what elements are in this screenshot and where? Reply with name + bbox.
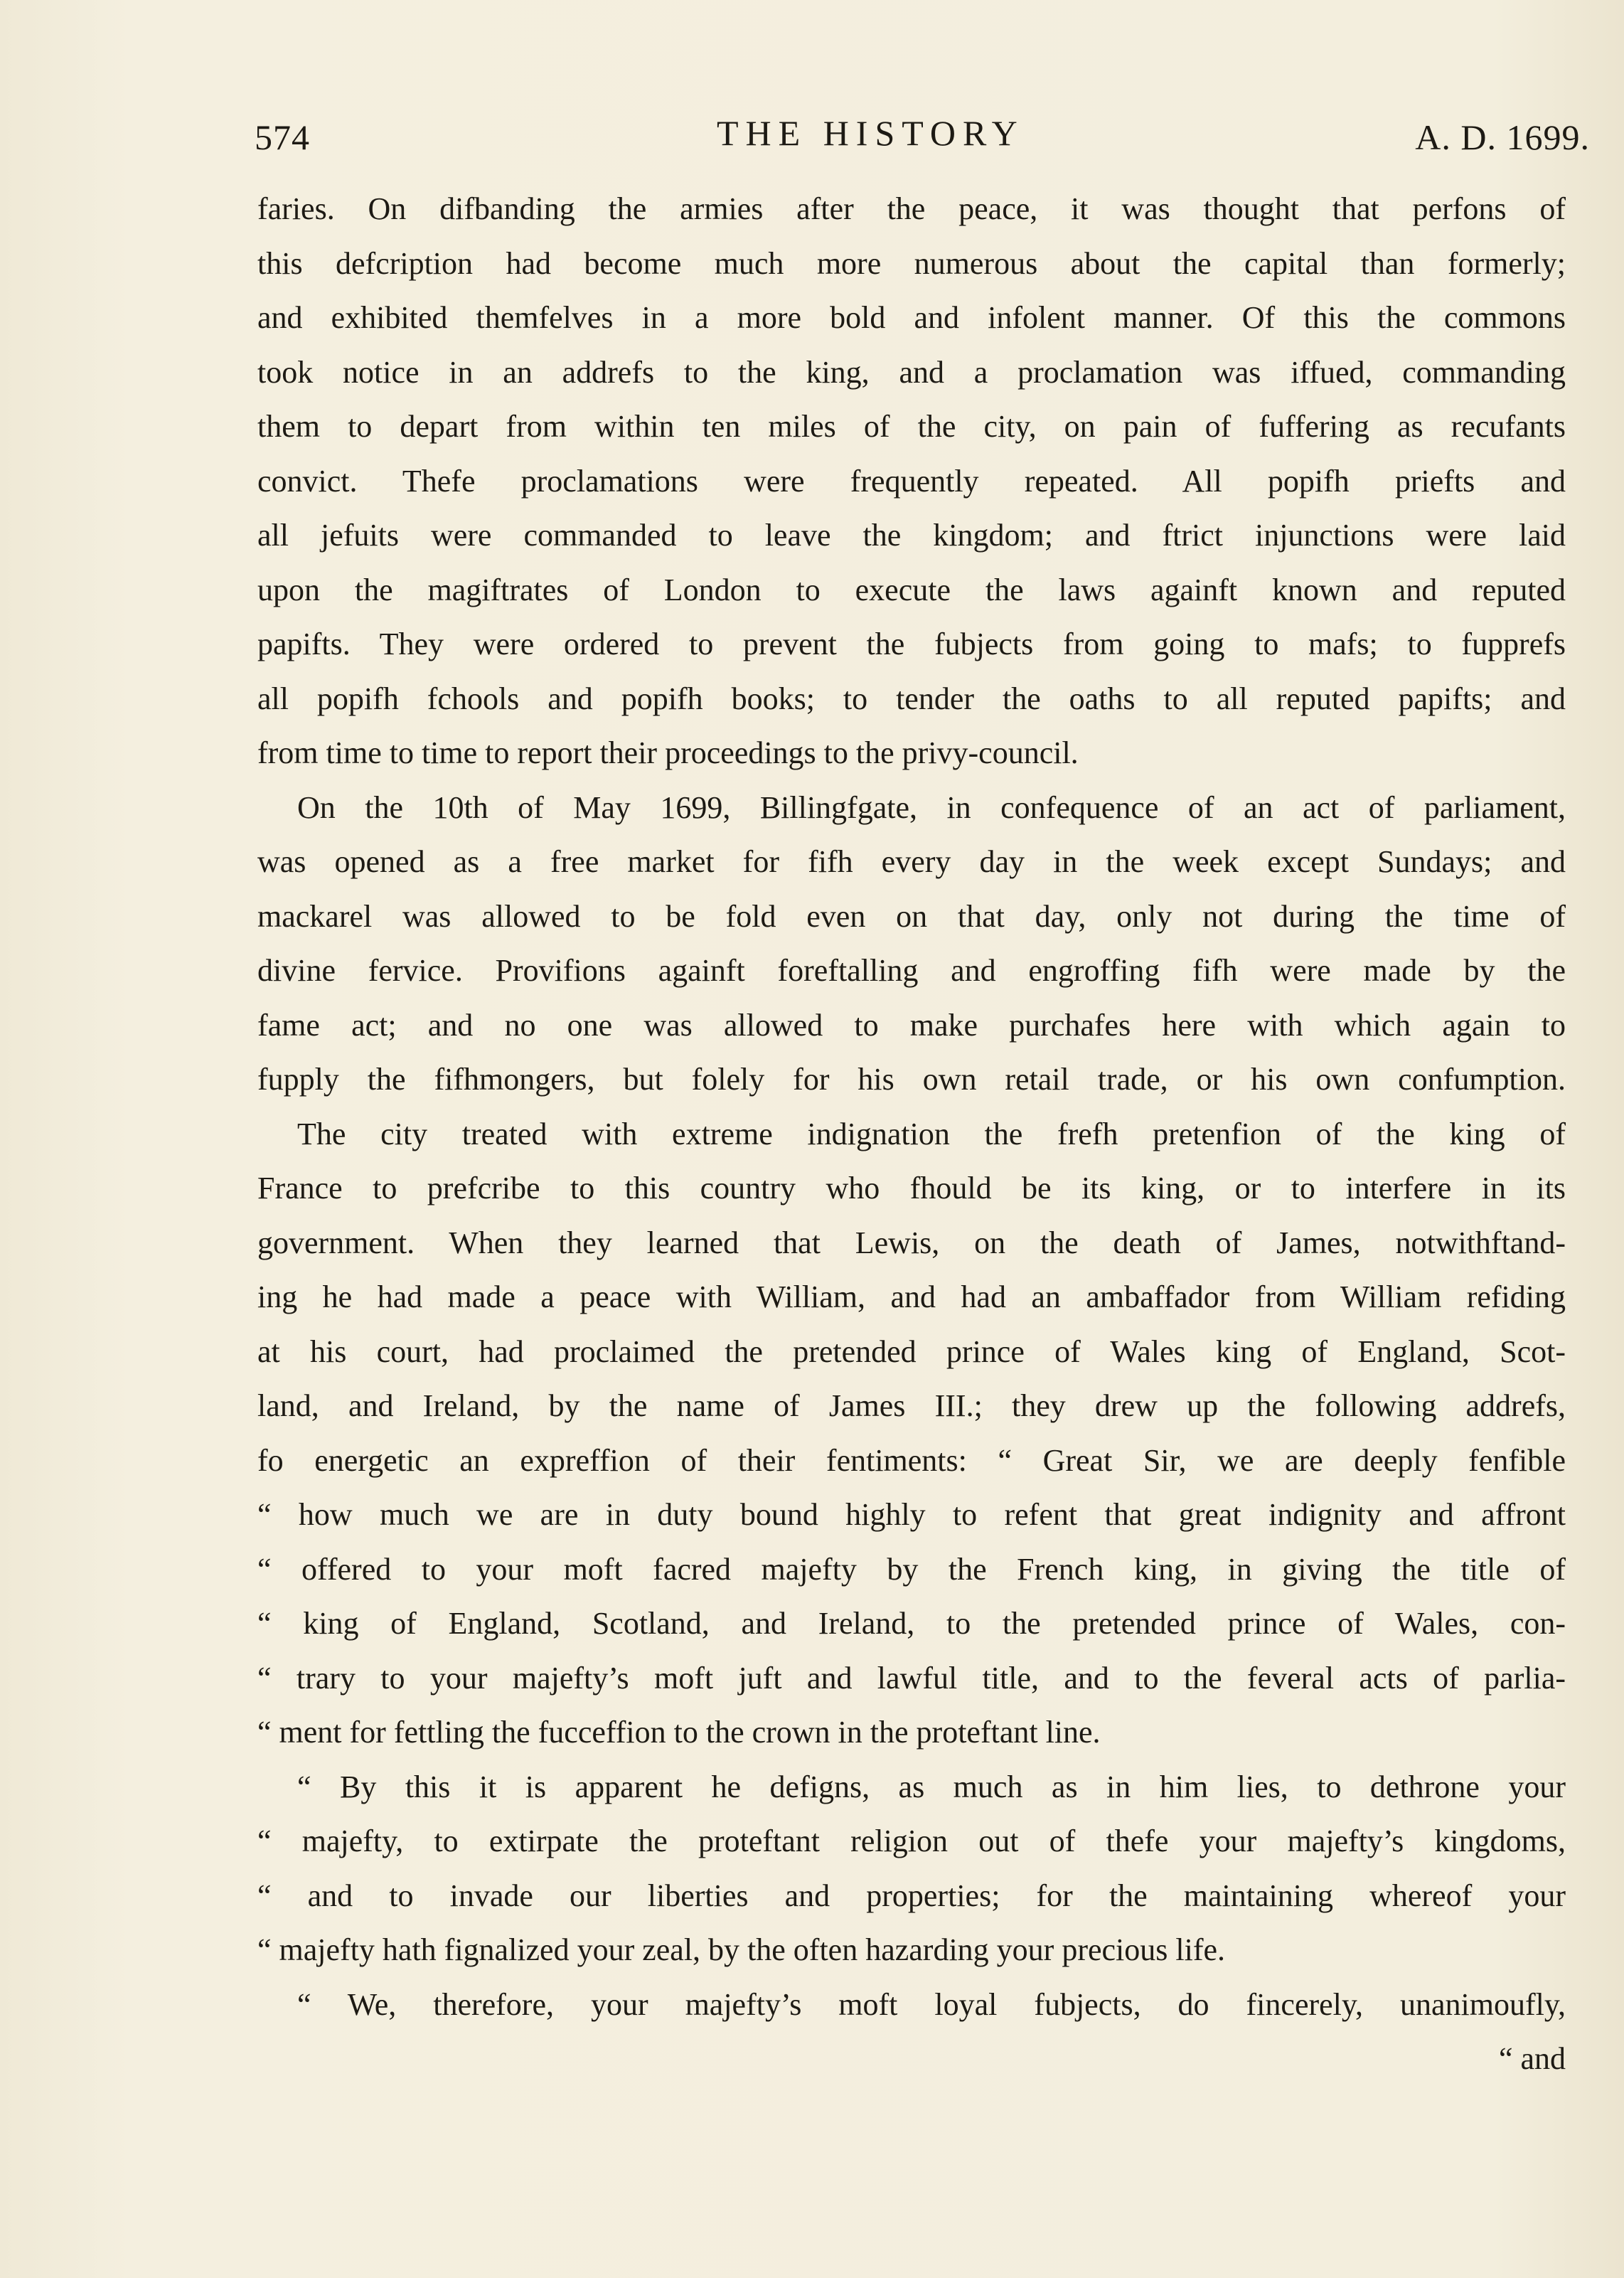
quoted-paragraph-start: “ By this it is apparent he defigns, as much as in him lies, to dethrone your [297,1769,1566,1804]
quoted-line: “ and to invade our liberties and properties; for the maintaining whereof your [257,1878,1566,1913]
text-line: government. When they learned that Lewis, on the death of James, notwithftand- [257,1225,1566,1260]
quoted-line: “ majefty hath fignalized your zeal, by the often hazarding your precious life. [257,1932,1226,1967]
text-line: was opened as a free market for fifh every day in the week except Sundays; and [257,844,1566,879]
year-marker: A. D. 1699. [1415,117,1590,157]
quoted-line: “ how much we are in duty bound highly to refent that great indignity and affront [257,1497,1566,1532]
running-header [255,107,1590,164]
body-text [257,182,1566,2087]
catchword: “ and [1498,2041,1566,2076]
text-line: convict. Thefe proclamations were frequently repeated. All popifh priefts and [257,463,1566,499]
text-line: France to prefcribe to this country who fhould be its king, or to interfere in its [257,1171,1566,1205]
text-line: all jefuits were commanded to leave the kingdom; and ftrict injunctions were laid [257,518,1566,553]
text-line: fupply the fifhmongers, but folely for his own retail trade, or his own confumption. [257,1062,1566,1097]
quoted-paragraph-start: “ We, therefore, your majefty’s moft loyal fubjects, do fincerely, unanimoufly, [297,1986,1566,2022]
text-line: from time to time to report their proceedings to the privy-council. [257,735,1079,770]
text-line: this defcription had become much more numerous about the capital than formerly; [257,245,1566,281]
quoted-line: “ offered to your moft facred majefty by the French king, in giving the title of [257,1551,1566,1587]
text-line: upon the magiftrates of London to execute the laws againft known and reputed [257,572,1566,607]
text-line: fo energetic an expreffion of their fentiments: “ Great Sir, we are deeply fenfible [257,1442,1566,1478]
text-line: fame act; and no one was allowed to make purchafes here with which again to [257,1007,1566,1043]
text-line: divine fervice. Provifions againft foreftalling and engroffing fifh were made by the [257,953,1566,988]
page-number: 574 [255,117,310,157]
text-line: mackarel was allowed to be fold even on that day, only not during the time of [257,898,1566,934]
quoted-line: “ trary to your majefty’s moft juft and lawful title, and to the feveral acts of parlia- [257,1660,1566,1696]
text-line: land, and Ireland, by the name of James III.; they drew up the following addrefs, [257,1388,1566,1423]
paragraph-start: On the 10th of May 1699, Billingfgate, in confequence of an act of parliament, [297,789,1566,825]
text-line: at his court, had proclaimed the pretended prince of Wales king of England, Scot- [257,1334,1566,1369]
quoted-line: “ king of England, Scotland, and Ireland, to the pretended prince of Wales, con- [257,1606,1566,1641]
text-line: faries. On difbanding the armies after the peace, it was thought that perfons of [257,191,1566,226]
quoted-line: “ ment for fettling the fucceffion to the crown in the proteftant line. [257,1715,1101,1750]
paragraph-start: The city treated with extreme indignation the frefh pretenfion of the king of [297,1116,1566,1151]
text-line: all popifh fchools and popifh books; to tender the oaths to all reputed papifts; and [257,681,1566,716]
text-line: and exhibited themfelves in a more bold and infolent manner. Of this the commons [257,300,1566,335]
text-line: papifts. They were ordered to prevent the fubjects from going to mafs; to fupprefs [257,627,1566,661]
text-line: took notice in an addrefs to the king, and a proclamation was iffued, commanding [257,354,1566,390]
quoted-line: “ majefty, to extirpate the proteftant religion out of thefe your majefty’s kingdoms, [257,1824,1566,1858]
text-line: them to depart from within ten miles of the city, on pain of fuffering as recufants [257,409,1566,444]
text-line: ing he had made a peace with William, and had an ambaffador from William refiding [257,1279,1566,1314]
running-title: THE HISTORY [717,113,1025,153]
